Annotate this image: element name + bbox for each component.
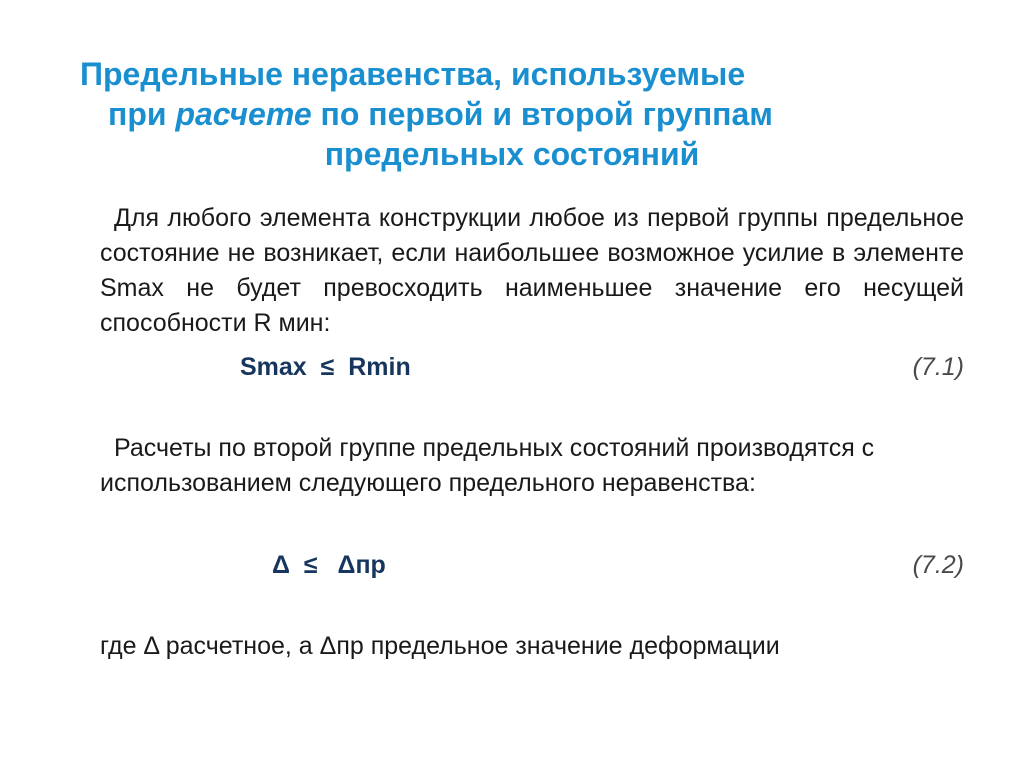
- paragraph-text: Для любого элемента конструкции любое из первой группы предельное состояние не возникает, если наибольшее возможное усилие в элементе Smax не будет превосходить наименьшее значение его несущей способности R мин:: [100, 204, 964, 337]
- slide-title-line-3: предельных состояний: [324, 136, 700, 172]
- title-text: по первой и второй группам: [311, 96, 773, 132]
- equation-number-7-1: (7.1): [912, 353, 964, 381]
- paragraph-text: Расчеты по второй группе предельных состояний производятся с использованием следующего предельного неравенства:: [100, 434, 875, 497]
- slide-title-line-2: [108, 93, 773, 135]
- paragraph-definition: где Δ расчетное, а Δпр предельное значение деформации: [100, 632, 780, 660]
- equation-number-7-2: (7.2): [912, 551, 964, 579]
- formula-7-1: Smax ≤ Rmin: [240, 353, 411, 381]
- slide-title-line-1: Предельные неравенства, используемые: [80, 56, 746, 92]
- title-emphasis: расчете: [175, 96, 312, 132]
- paragraph-second-group: [100, 431, 964, 501]
- title-text: при: [108, 96, 176, 132]
- formula-7-2: Δ ≤ Δпр: [272, 551, 386, 579]
- paragraph-first-group: [100, 201, 964, 341]
